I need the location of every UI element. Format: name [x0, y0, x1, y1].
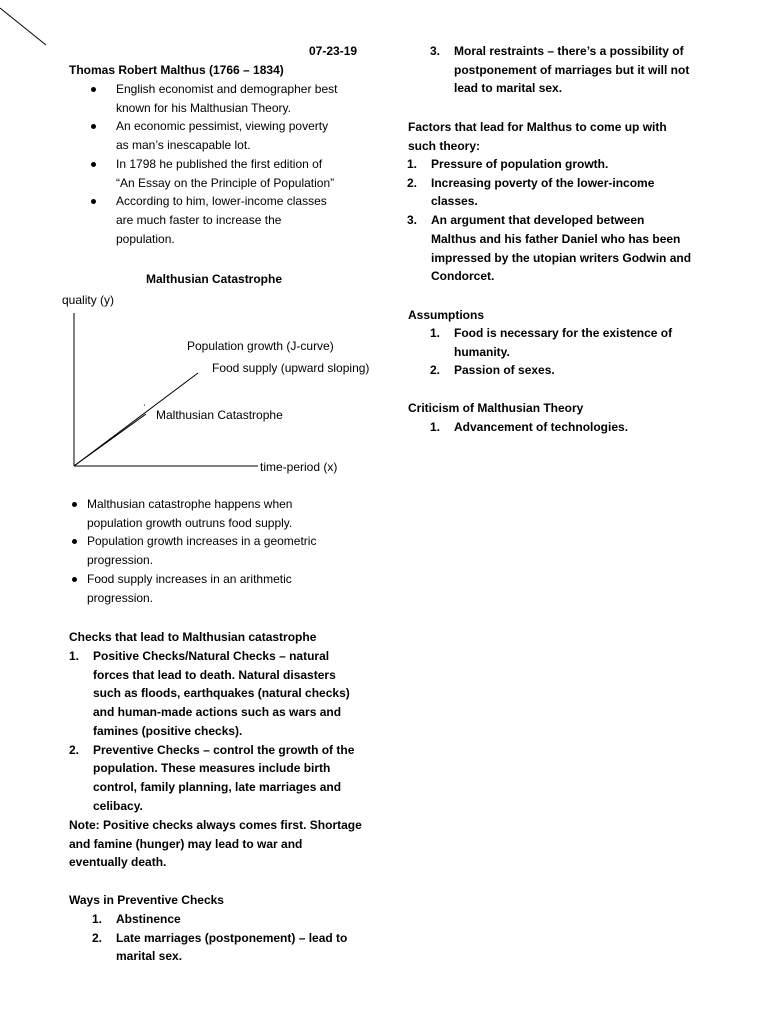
malthus-bullets: [116, 80, 337, 248]
list-item: Population growth increases in a geometric progression.: [87, 532, 316, 569]
checks-note: Note: Positive checks always comes first. Shortage and famine (hunger) may lead to war and eventually death.: [69, 818, 362, 870]
factors-heading: Factors that lead for Malthus to come up with such theory:: [408, 120, 667, 153]
diagram-title: Malthusian Catastrophe: [146, 272, 283, 286]
population-curve-lower: [74, 414, 146, 466]
list-item: In 1798 he published the first edition of “An Essay on the Principle of Population”: [116, 155, 337, 192]
corner-mark: [0, 8, 46, 45]
list-item: 3. Moral restraints – there’s a possibility of postponement of marriages but it will not lead to marital sex.: [430, 44, 690, 96]
assumptions-heading: Assumptions: [408, 308, 485, 322]
list-item: Food supply increases in an arithmetic progression.: [87, 570, 316, 607]
checks-list: [69, 647, 355, 815]
criticism-list: [430, 418, 629, 437]
list-item: 3. An argument that developed between Malthus and his father Daniel who has been impressed by the utopian writers Godwin and Condorcet.: [407, 213, 692, 284]
preventive-heading: Ways in Preventive Checks: [69, 893, 224, 907]
malthus-title: Thomas Robert Malthus (1766 – 1834): [69, 63, 284, 77]
y-axis-label: quality (y): [62, 293, 115, 307]
checks-heading: Checks that lead to Malthusian catastrophe: [69, 630, 317, 644]
list-item: 2. Passion of sexes.: [430, 363, 555, 378]
list-item: According to him, lower-income classes are much faster to increase the population.: [116, 192, 337, 248]
date: 07-23-19: [309, 44, 358, 58]
criticism-heading: Criticism of Malthusian Theory: [408, 401, 584, 415]
bullet-icon: [91, 87, 96, 92]
food-supply-label: Food supply (upward sloping): [212, 361, 370, 375]
x-axis-label: time-period (x): [260, 460, 338, 474]
factors-list: [407, 155, 692, 286]
list-item: An economic pessimist, viewing poverty as man’s inescapable lot.: [116, 117, 337, 154]
list-item: Malthusian catastrophe happens when population growth outruns food supply.: [87, 495, 316, 532]
asterisk-mark: ˙: [143, 402, 147, 416]
list-item: 2. Late marriages (postponement) – lead to marital sex.: [92, 930, 348, 964]
list-item: 1. Positive Checks/Natural Checks – natural forces that lead to death. Natural disasters such as floods, earthquakes (natural checks) and human-made actions such as wars and famines (positive checks).: [69, 649, 350, 738]
bullet-icon: [72, 502, 77, 507]
preventive-list-left: [92, 910, 348, 966]
list-item: English economist and demographer best known for his Malthusian Theory.: [116, 80, 337, 117]
list-item: 1. Abstinence: [92, 912, 181, 926]
list-item: 2. Increasing poverty of the lower-income classes.: [407, 175, 655, 209]
bullet-icon: [72, 577, 77, 582]
catastrophe-notes: [87, 495, 316, 607]
list-item: 1. Food is necessary for the existence of humanity.: [430, 326, 673, 359]
list-item: 1. Advancement of technologies.: [430, 420, 629, 434]
list-item: 2. Preventive Checks – control the growth of the population. These measures include birth control, family planning, late marriages and celibacy.: [69, 742, 355, 813]
preventive-list-right: [430, 42, 690, 98]
catastrophe-label: Malthusian Catastrophe: [156, 408, 283, 422]
bullet-icon: [91, 162, 96, 167]
assumptions-list: [430, 324, 673, 380]
population-label: Population growth (J-curve): [187, 339, 334, 353]
list-item: 1. Pressure of population growth.: [407, 157, 609, 171]
